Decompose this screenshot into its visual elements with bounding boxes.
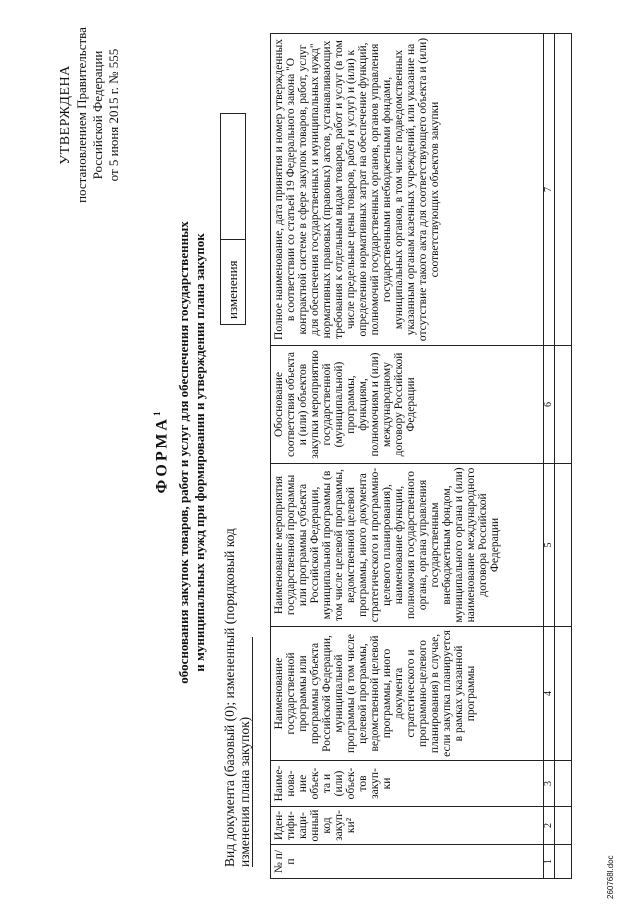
form-title-text: ФОРМА [153,416,171,494]
table-header-row [271,34,544,879]
subtitle-line-1: обоснования закупок товаров, работ и услуг для обеспечения государственных [176,221,191,684]
column-number: 5 [544,464,555,627]
approval-line-1: постановлением Правительства [74,27,89,203]
empty-cell [555,627,572,761]
header-cell: Наиме- нова- ние объек- та и (или) объек- тов закуп- ки [271,761,544,807]
header-cell: № п/п [271,845,544,879]
approval-line-2: Российской Федерации [90,50,105,180]
empty-cell [555,845,572,879]
table-empty-row [555,34,572,879]
column-number: 4 [544,627,555,761]
column-number: 3 [544,761,555,807]
document-type [222,307,253,867]
empty-cell [555,761,572,807]
form-title [152,0,171,905]
column-number: 2 [544,807,555,845]
header-cell: Иден- тифи- каци- онный код закуп- ки² [271,807,544,845]
approval-line-3: от 5 июня 2015 г. № 555 [106,48,121,182]
empty-cell [555,807,572,845]
header-cell: Наименование мероприятия государственной программы или программы субъекта Российской Федерации, муниципальной программы (в том числе целевой программы, ведомственной целевой программы, иного документа стратегического и программно-целевого планирования), наименование функции, полномочия государственного органа, органа управления государственным внебюджетным фондом, муниципального органа и (или) наименование международного договора Российской Федерации [271,464,544,627]
change-code-field [221,239,245,240]
header-cell: Полное наименование, дата принятия и номер утвержденных в соответствии со статьей 19 Федерального закона "О контрактной системе в сфере закупок товаров, работ, услуг для обеспечения государственных и муниципальных нужд" нормативных правовых (правовых) актов, устанавливающих требования к отдельным видам товаров, работ и услуг (в том числе предельные цены товаров, работ и услуг) и (или) к определению нормативных затрат на обеспечение функций, полномочий государственных органов, органов управления государственными внебюджетными фондами, муниципальных органов, в том числе подведомственных указанным органам казенных учреждений, или указание на отсутствие такого акта для соответствующего объекта и (или) соответствующих объектов закупки [271,34,544,346]
approval-block [58,25,122,205]
form-title-footnote: 1 [152,411,162,416]
header-cell: Обоснование соответствия объекта и (или) объектов закупки мероприятию государственной (муниципальной) программы, функциям, полномочиям и (или) международному договору Российской Федерации [271,346,544,464]
document-type-line-2: изменения плана закупок) [237,637,253,867]
empty-cell [555,464,572,627]
approval-title: УТВЕРЖДЕНА [58,65,73,165]
empty-cell [555,346,572,464]
change-code-label: изменения [225,260,240,319]
change-code-box [220,113,246,325]
form-subtitle [176,160,208,745]
empty-cell [555,34,572,346]
column-number: 1 [544,845,555,879]
document-type-line-1: Вид документа (базовый (0); измененный (порядковый код [222,528,237,867]
justification-table [270,33,572,879]
column-number: 6 [544,346,555,464]
subtitle-line-2: и муниципальных нужд при формировании и утверждении плана закупок [192,233,207,672]
footer-file-code: 260768l.doc [606,855,615,899]
table-number-row [544,34,555,879]
column-number: 7 [544,34,555,346]
header-cell: Наименование государственной программы или программы субъекта Российской Федерации, муниципальной программы (в том числе целевой программы, ведомственной целевой программы, иного документа стратегического и программно-целевого планирования) в случае, если закупка планируется в рамках указанной программы [271,627,544,761]
